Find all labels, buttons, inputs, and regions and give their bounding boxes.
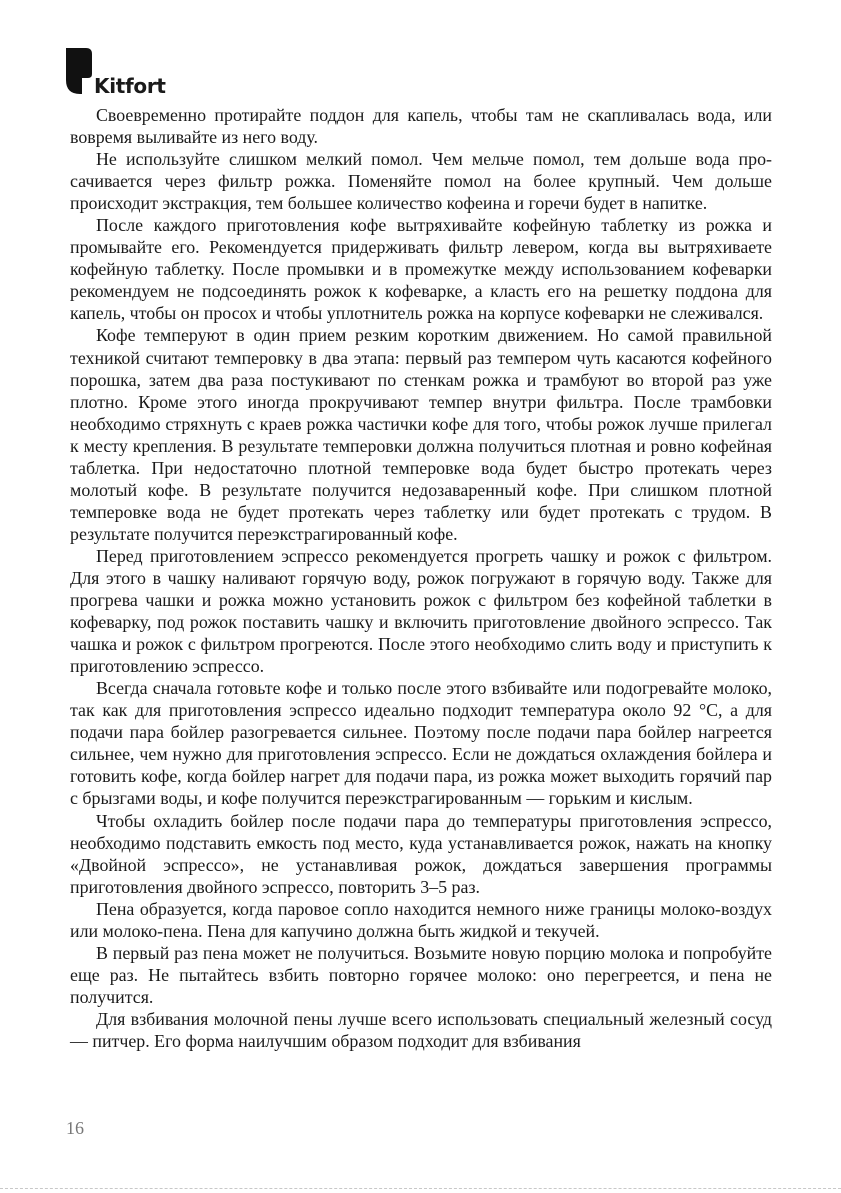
paragraph: Своевременно протирайте поддон для капель, чтобы там не скапливалась вода, или вовремя выливайте из него воду. xyxy=(70,105,772,148)
brand-name: Kitfort xyxy=(94,74,166,98)
paragraph: Чтобы охладить бойлер после подачи пара до температуры приготовления эспрессо, необходимо подставить емкость под место, куда устанавливается рожок, нажать на кнопку «Двойной эспрессо», не устанавливая рожок, дождаться завершения программы приготовления двойного эспрессо, повторить 3–5 раз. xyxy=(70,810,772,897)
page-number: 16 xyxy=(66,1118,84,1138)
brand-logo xyxy=(66,48,196,98)
body-text xyxy=(70,104,772,1052)
page-bottom-divider xyxy=(0,1188,841,1189)
kitfort-logo-icon xyxy=(66,48,92,94)
paragraph: Для взбивания молочной пены лучше всего использовать специальный железный сосуд — питчер. Его форма наилучшим образом подходит для взбивания xyxy=(70,1008,772,1051)
paragraph: Всегда сначала готовьте кофе и только после этого взбивайте или подогревайте молоко, так как для приготовления эспрессо идеально подходит температура около 92 °C, а для подачи пара бойлер разогревается сильнее. Поэтому после подачи пара бойлер нагреется сильнее, чем нужно для приготовления эспрессо. Если не дождаться охлаждения бойлера и готовить кофе, когда бойлер нагрет для подачи пара, из рожка может выходить горячий пар с брызгами воды, и кофе получится переэкстрагированным — горьким и кислым. xyxy=(70,678,772,809)
paragraph: Пена образуется, когда паровое сопло находится немного ниже границы молоко-воздух или молоко-пена. Пена для капучино должна быть жидкой и текучей. xyxy=(70,898,772,941)
paragraph: Кофе темперуют в один прием резким коротким движением. Но самой правильной техникой считают темперовку в два этапа: первый раз темпером чуть касаются кофейного порошка, затем два раза постукивают по стенкам рожка и трамбуют во второй раз уже плотно. Кроме этого иногда прокручивают темпер внутри фильтра. После трамбовки необходимо стряхнуть с краев рожка частички кофе для того, чтобы рожок лучше прилегал к месту крепления. В результате темперовки должна получиться плотная и ровно кофейная таблетка. При недостаточно плотной темперовке вода будет быстро протекать через молотый кофе. В результате получится недозаваренный кофе. При слишком плотной темперовке вода не будет протекать через таблетку или будет протекать с трудом. В результате получится переэкстрагированный кофе. xyxy=(70,325,772,544)
paragraph: Не используйте слишком мелкий помол. Чем мельче помол, тем дольше вода просачивается через фильтр рожка. Поменяйте помол на более крупный. Чем дольше происходит экстракция, тем большее количество кофеина и горечи будет в напитке. xyxy=(70,149,772,214)
paragraph: Перед приготовлением эспрессо рекомендуется прогреть чашку и рожок с фильтром. Для этого в чашку наливают горячую воду, рожок погружают в горячую воду. Также для прогрева чашки и рожка можно установить рожок с фильтром без кофейной таблетки в кофеварку, под рожок поставить чашку и включить приготовление двойного эспрессо. Так чашка и рожок с фильтром прогреются. После этого необходимо слить воду и приступить к приготовлению эспрессо. xyxy=(70,545,772,677)
paragraph: В первый раз пена может не получиться. Возьмите новую порцию молока и попробуйте еще раз. Не пытайтесь взбить повторно горячее молоко: оно перегреется, и пена не получится. xyxy=(70,942,772,1007)
paragraph: После каждого приготовления кофе вытряхивайте кофейную таблетку из рожка и промывайте его. Рекомендуется придерживать фильтр левером, когда вы вытряхиваете кофейную таблетку. После промывки и в промежутке между использованием кофеварки рекомендуем не подсоединять рожок к кофеварке, а класть его на решетку поддона для капель, чтобы он просох и чтобы уплотнитель рожка на корпусе кофеварки не слеживался. xyxy=(70,215,772,324)
